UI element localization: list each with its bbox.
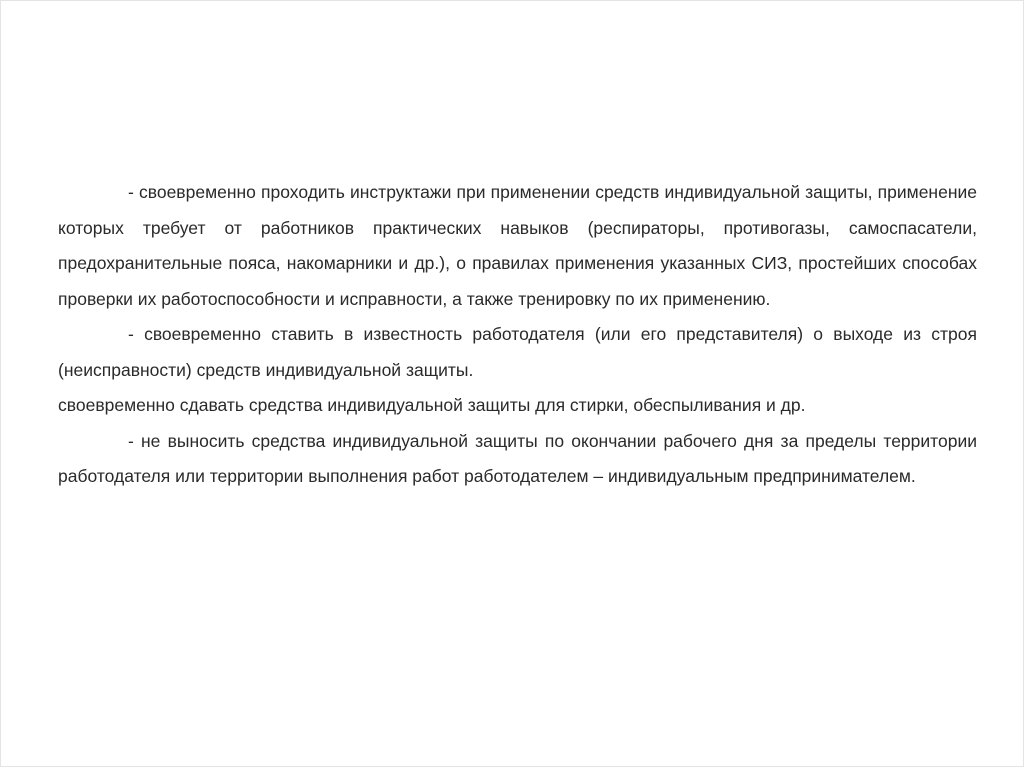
paragraph-instruction-training: - своевременно проходить инструктажи при применении средств индивидуальной защиты, применение которых требует от работников практических навыков (респираторы, противогазы, самоспасатели, предохранительные пояса, накомарники и др.), о правилах применения указанных СИЗ, простейших способах проверки их работоспособности и исправности, а также тренировку по их применению. bbox=[58, 182, 977, 309]
paragraph-notify-employer: - своевременно ставить в известность работодателя (или его представителя) о выходе из строя (неисправности) средств индивидуальной защиты. bbox=[58, 324, 977, 380]
paragraph-do-not-remove: - не выносить средства индивидуальной защиты по окончании рабочего дня за пределы территории работодателя или территории выполнения работ работодателем – индивидуальным предпринимателем. bbox=[58, 430, 977, 486]
document-body bbox=[58, 175, 977, 495]
paragraph-hand-over-cleaning: своевременно сдавать средства индивидуальной защиты для стирки, обеспыливания и др. bbox=[58, 395, 806, 415]
